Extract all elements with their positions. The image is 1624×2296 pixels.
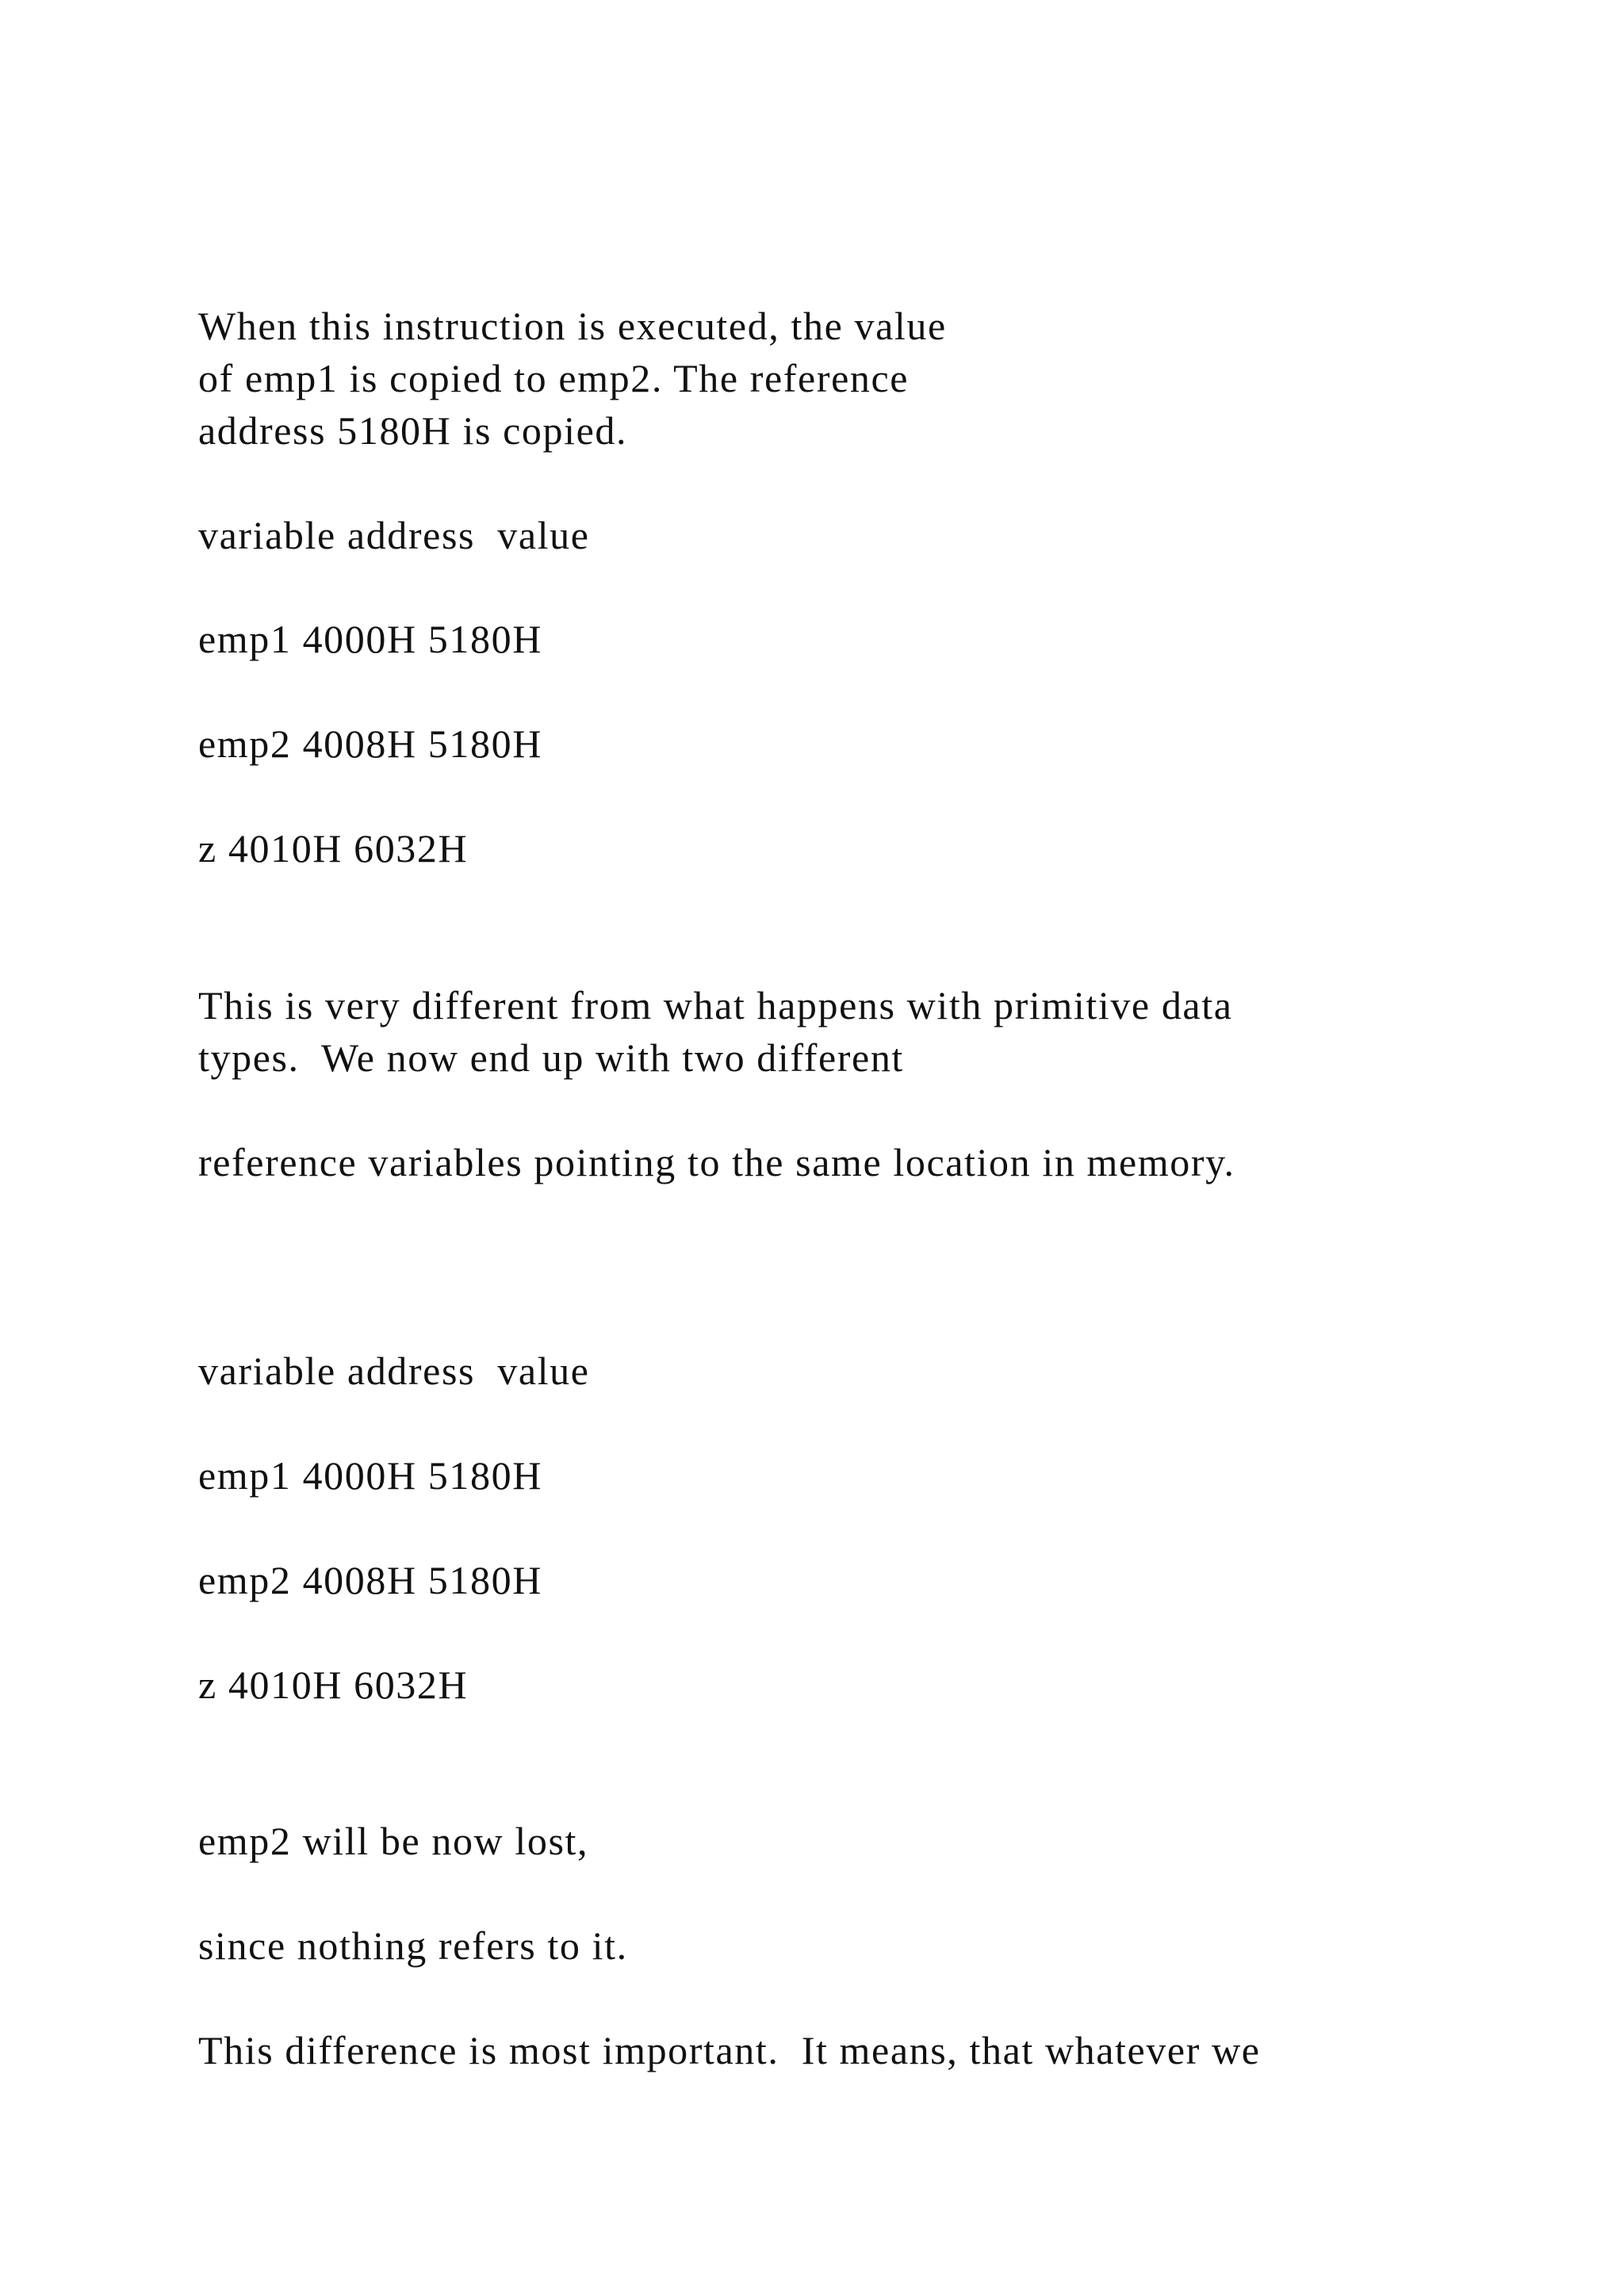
paragraph-line: emp2 will be now lost, [198,1819,589,1863]
table-row: emp1 4000H 5180H [198,617,542,661]
table-row: emp2 4008H 5180H [198,721,542,766]
table-header: variable address value [198,513,590,557]
paragraph-line: This is very different from what happens with primitive data [198,983,1233,1027]
paragraph-line: of emp1 is copied to emp2. The reference [198,356,910,400]
paragraph-line: reference variables pointing to the same location in memory. [198,1140,1235,1184]
paragraph-line: When this instruction is executed, the value [198,304,947,348]
table-row: z 4010H 6032H [198,826,469,871]
paragraph-line: address 5180H is copied. [198,408,628,453]
paragraph-line: This difference is most important. It means, that whatever we [198,2028,1261,2072]
table-row: emp2 4008H 5180H [198,1558,542,1602]
paragraph-line: since nothing refers to it. [198,1923,628,1968]
table-header: variable address value [198,1349,590,1393]
table-row: emp1 4000H 5180H [198,1453,542,1498]
paragraph-line: types. We now end up with two different [198,1035,904,1080]
table-row: z 4010H 6032H [198,1663,469,1707]
